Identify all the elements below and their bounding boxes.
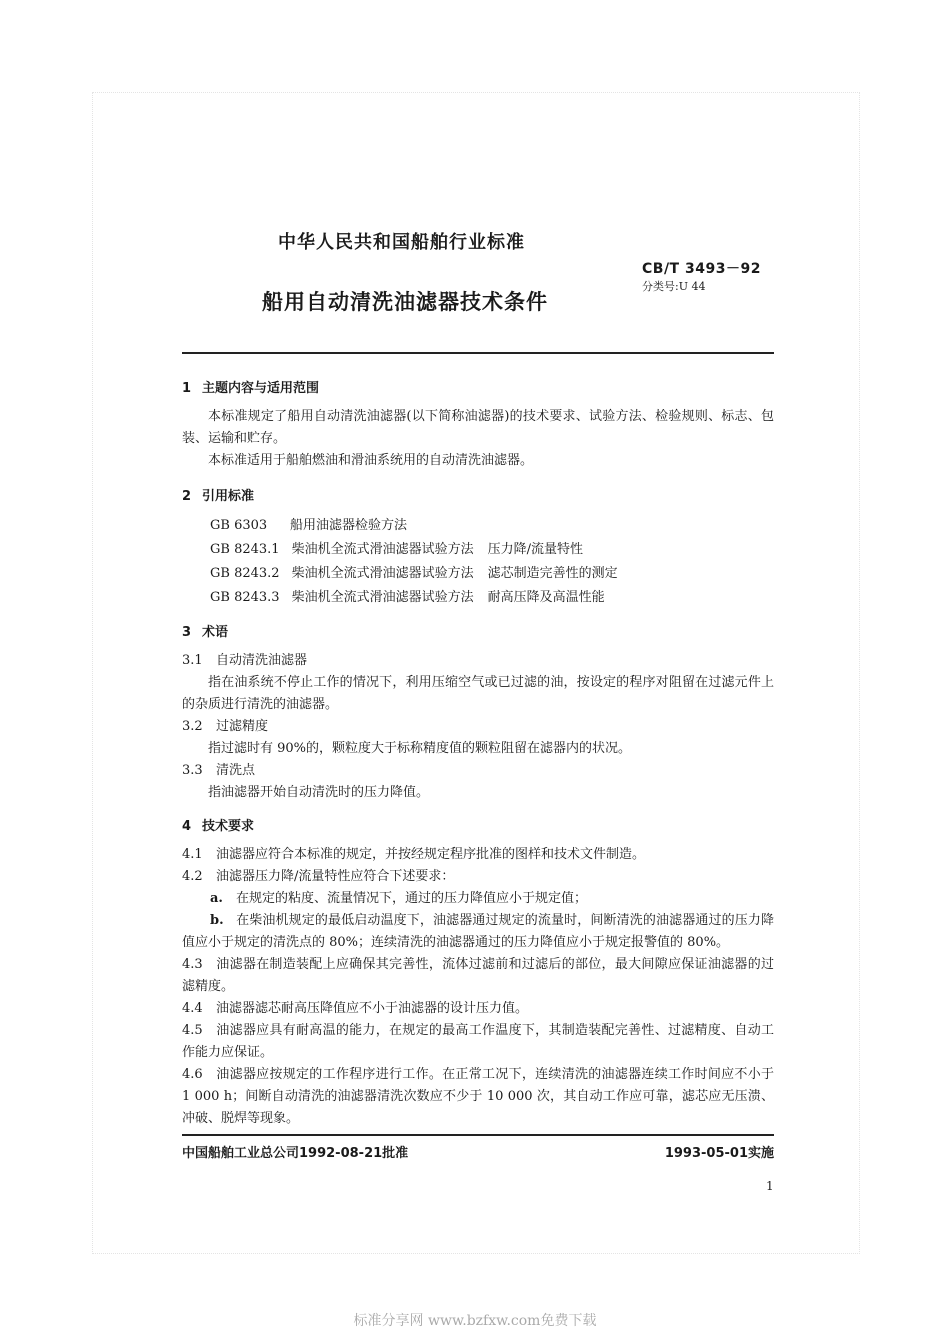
reference-title: 船用油滤器检验方法: [290, 518, 408, 533]
standard-category-title: 中华人民共和国船舶行业标准: [278, 232, 525, 253]
reference-code: GB 6303: [210, 518, 268, 533]
reference-subtitle: 耐高压降及高温性能: [487, 590, 605, 605]
reference-title: 柴油机全流式滑油滤器试验方法: [291, 590, 474, 605]
standard-code: CB/T 3493－92: [642, 261, 761, 277]
clause-number: 4.3: [182, 957, 203, 972]
reference-item: [182, 586, 774, 610]
reference-code: GB 8243.2: [210, 566, 280, 581]
reference-title: 柴油机全流式滑油滤器试验方法: [291, 566, 474, 581]
sub-clause-mark: a.: [210, 891, 223, 906]
section-heading: [182, 816, 774, 838]
term-definition: 指过滤时有 90%的，颗粒度大于标称精度值的颗粒阻留在滤器内的状况。: [208, 741, 632, 756]
clause-text: 油滤器滤芯耐高压降值应不小于油滤器的设计压力值。: [216, 1001, 529, 1016]
section-number: 1: [182, 381, 192, 396]
section-heading: [182, 486, 774, 508]
reference-item: [182, 538, 774, 562]
reference-code: GB 8243.3: [210, 590, 280, 605]
effective-date: 1993-05-01实施: [664, 1146, 774, 1161]
approval-line: 中国船舶工业总公司1992-08-21批准: [182, 1146, 409, 1161]
reference-subtitle: 压力降/流量特性: [487, 542, 583, 557]
clause-number: 4.5: [182, 1023, 203, 1038]
clause: [182, 1020, 774, 1064]
clause-text: 油滤器压力降/流量特性应符合下述要求：: [216, 869, 455, 884]
clause-text: 油滤器应符合本标准的规定，并按经规定程序批准的图样和技术文件制造。: [216, 847, 646, 862]
term-heading: [182, 650, 774, 672]
clause-number: 4.1: [182, 847, 203, 862]
paragraph: 本标准适用于船舶燃油和滑油系统用的自动清洗油滤器。: [208, 453, 534, 468]
term-definition: 指油滤器开始自动清洗时的压力降值。: [208, 785, 430, 800]
standard-code-block: [642, 258, 761, 294]
reference-subtitle: 滤芯制造完善性的测定: [487, 566, 618, 581]
clause-text: 油滤器在制造装配上应确保其完善性，流体过滤前和过滤后的部位，最大间隙应保证油滤器的过滤精度。: [182, 957, 774, 994]
term-heading: [182, 760, 774, 782]
sub-clause-mark: b.: [210, 913, 224, 928]
section-number: 4: [182, 819, 192, 834]
document-title: 船用自动清洗油滤器技术条件: [262, 290, 548, 314]
term-name: 清洗点: [216, 763, 256, 778]
term-name: 过滤精度: [216, 719, 269, 734]
term-number: 3.2: [182, 719, 203, 734]
sub-clause-text: 在柴油机规定的最低启动温度下，油滤器通过规定的流量时，间断清洗的油滤器通过的压力降值应小于规定的清洗点的 80%；连续清洗的油滤器通过的压力降值应小于规定报警值的 80%。: [182, 913, 774, 950]
clause: [182, 954, 774, 998]
term-name: 自动清洗油滤器: [216, 653, 308, 668]
paragraph: 本标准规定了船用自动清洗油滤器(以下简称油滤器)的技术要求、试验方法、检验规则、标志、包装、运输和贮存。: [182, 409, 774, 446]
term-number: 3.1: [182, 653, 203, 668]
section-number: 3: [182, 625, 192, 640]
clause-text: 油滤器应按规定的工作程序进行工作。在正常工况下，连续清洗的油滤器连续工作时间应不小于 1 000 h；间断自动清洗的油滤器清洗次数应不少于 10 000 次，其自动工作应可靠，滤芯应无压溃、冲破、脱焊等现象。: [182, 1067, 774, 1126]
section-title: 引用标准: [202, 489, 255, 504]
section-heading: [182, 622, 774, 644]
term-heading: [182, 716, 774, 738]
classification-number: 分类号:U 44: [642, 280, 706, 293]
clause: [182, 866, 774, 888]
term-definition: 指在油系统不停止工作的情况下，利用压缩空气或已过滤的油，按设定的程序对阻留在过滤元件上的杂质进行清洗的油滤器。: [182, 675, 774, 712]
watermark-text: 标准分享网 www.bzfxw.com免费下载: [353, 1313, 597, 1329]
clause-number: 4.4: [182, 1001, 203, 1016]
clause-number: 4.6: [182, 1067, 203, 1082]
clause-text: 油滤器应具有耐高温的能力，在规定的最高工作温度下，其制造装配完善性、过滤精度、自动工作能力应保证。: [182, 1023, 774, 1060]
sub-clause: [182, 888, 774, 910]
clause: [182, 998, 774, 1020]
page-number: 1: [766, 1179, 774, 1193]
reference-item: [182, 514, 774, 538]
clause: [182, 1064, 774, 1130]
document-body: [182, 372, 774, 1130]
section-title: 技术要求: [202, 819, 255, 834]
section-number: 2: [182, 489, 192, 504]
reference-code: GB 8243.1: [210, 542, 280, 557]
clause-number: 4.2: [182, 869, 203, 884]
header-divider: [182, 352, 774, 354]
footer-divider: [182, 1134, 774, 1136]
section-heading: [182, 378, 774, 400]
sub-clause: [182, 910, 774, 954]
reference-item: [182, 562, 774, 586]
reference-list: [182, 514, 774, 610]
section-title: 术语: [202, 625, 229, 640]
term-number: 3.3: [182, 763, 203, 778]
section-title: 主题内容与适用范围: [202, 381, 320, 396]
reference-title: 柴油机全流式滑油滤器试验方法: [291, 542, 474, 557]
clause: [182, 844, 774, 866]
sub-clause-text: 在规定的粘度、流量情况下，通过的压力降值应小于规定值；: [236, 891, 588, 906]
